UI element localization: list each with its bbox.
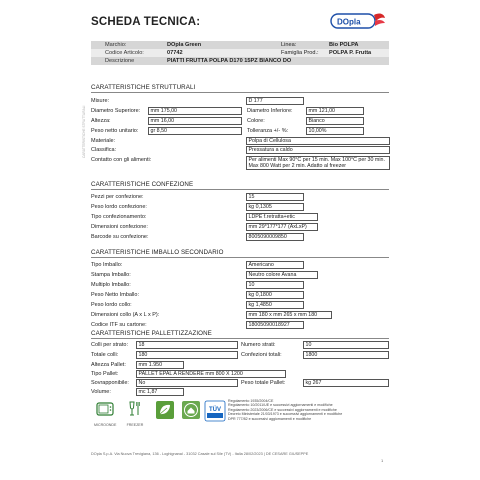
tipo-imballo-value: Americano bbox=[246, 261, 304, 269]
peso-netto-value: gr 8,50 bbox=[148, 127, 242, 135]
misure-value: D 177 bbox=[246, 97, 304, 105]
leaf-icon bbox=[155, 400, 175, 420]
stampa-imballo-value: Neutro colore Avana bbox=[246, 271, 318, 279]
famiglia-label: Famiglia Prod.: bbox=[279, 49, 327, 57]
section-title-pallet: CARATTERISTICHE PALLETTIZZAZIONE bbox=[91, 330, 212, 337]
peso-netto-imb-value: kg 0,1800 bbox=[246, 291, 304, 299]
section-divider bbox=[91, 92, 389, 93]
regulation-line: Regolamento 1935/2004/CE bbox=[228, 399, 274, 403]
diam-sup-value: mm 175,00 bbox=[148, 107, 242, 115]
dim-conf-value: mm 29*177*177 (AxLxP) bbox=[246, 223, 318, 231]
home-compost-icon bbox=[181, 400, 201, 420]
totale-colli-value: 180 bbox=[136, 351, 238, 359]
confezioni-totali-value: 1800 bbox=[303, 351, 389, 359]
itf-value: 18005090018927 bbox=[246, 321, 304, 329]
materiale-label: Materiale: bbox=[91, 138, 116, 144]
materiale-value: Polpa di Cellulosa bbox=[246, 137, 390, 145]
tipo-imballo-label: Tipo Imballo: bbox=[91, 262, 123, 268]
pezzi-value: 15 bbox=[246, 193, 304, 201]
cert-label: MICROONDE bbox=[94, 423, 117, 427]
linea-value: Bio POLPA bbox=[327, 41, 389, 49]
header-row bbox=[91, 57, 389, 65]
totale-colli-label: Totale colli: bbox=[91, 352, 119, 358]
cert-label: FREEZER bbox=[126, 423, 144, 427]
pezzi-label: Pezzi per confezione: bbox=[91, 194, 144, 200]
peso-totale-pallet-label: Peso totale Pallet: bbox=[241, 380, 286, 386]
codice-value: 07742 bbox=[165, 49, 279, 57]
numero-strati-value: 10 bbox=[303, 341, 389, 349]
numero-strati-label: Numero strati: bbox=[241, 342, 276, 348]
section-divider bbox=[91, 338, 389, 339]
section-title-confezione: CARATTERISTICHE CONFEZIONE bbox=[91, 181, 194, 188]
misure-label: Misure: bbox=[91, 98, 110, 104]
sovrapponibile-label: Sovrapponibile: bbox=[91, 380, 129, 386]
linea-label: Linea: bbox=[279, 41, 327, 49]
contatto-label: Contatto con gli alimenti: bbox=[91, 157, 152, 163]
colore-value: Bianco bbox=[306, 117, 364, 125]
peso-lordo-collo-value: kg 1,4850 bbox=[246, 301, 304, 309]
diam-inf-label: Diametro Inferiore: bbox=[247, 108, 293, 114]
peso-lordo-collo-label: Peso lordo collo: bbox=[91, 302, 132, 308]
tipo-conf-label: Tipo confezionamento: bbox=[91, 214, 147, 220]
peso-netto-imb-label: Peso Netto Imballo: bbox=[91, 292, 139, 298]
itf-label: Codice ITF su cartone: bbox=[91, 322, 147, 328]
barcode-label: Barcode su confezione: bbox=[91, 234, 149, 240]
peso-totale-pallet-value: kg 267 bbox=[303, 379, 389, 387]
regulation-line: Regolamento 2023/2006/CE e successivi aggiornamenti e modifiche bbox=[228, 407, 337, 412]
section-title-imballo: CARATTERISTICHE IMBALLO SECONDARIO bbox=[91, 249, 224, 256]
header-row bbox=[91, 41, 389, 49]
regulations-block bbox=[228, 399, 388, 421]
altezza-label: Altezza: bbox=[91, 118, 111, 124]
regulation-line: Decreto Ministeriale 21/03/1973 e successivi aggiornamenti e modifiche bbox=[228, 412, 343, 417]
regulation-line: Regolamento 10/2011/UE e successivi aggiornamenti e modifiche bbox=[228, 403, 333, 408]
footer-text: DOpla S.p.A. Via Nuova Trevigiana, 136 - Loghignanal - 31032 Casale sul Sile (TV) - Italia 28/02/2023 | DE CESARE GIUSEPPE bbox=[91, 452, 309, 456]
descrizione-label: Descrizione bbox=[91, 57, 165, 65]
multiplo-value: 10 bbox=[246, 281, 304, 289]
regulation-line: DPR 777/82 e successivi aggiornamenti e modifiche bbox=[228, 416, 312, 421]
confezioni-totali-label: Confezioni totali: bbox=[241, 352, 282, 358]
colli-strato-value: 18 bbox=[136, 341, 238, 349]
peso-lordo-conf-label: Peso lordo confezione: bbox=[91, 204, 147, 210]
famiglia-value: POLPA P. Frutta bbox=[327, 49, 389, 57]
header-table bbox=[91, 41, 389, 65]
dim-collo-label: Dimensioni collo (A x L x P): bbox=[91, 312, 160, 318]
altezza-value: mm 16,00 bbox=[148, 117, 242, 125]
contatto-value: Per alimenti Max 90°C per 15 min. Max 100°C per 30 min. Max 800 Watt per 2 min. Adatto al freezer bbox=[246, 156, 390, 170]
marchio-value: DOpla Green bbox=[165, 41, 279, 49]
colore-label: Colore: bbox=[247, 118, 265, 124]
classifica-value: Pressatura a caldo bbox=[246, 146, 390, 154]
diam-inf-value: mm 121,00 bbox=[306, 107, 364, 115]
svg-text:TÜV: TÜV bbox=[209, 407, 221, 413]
peso-netto-label: Peso netto unitario: bbox=[91, 128, 139, 134]
volume-label: Volume: bbox=[91, 389, 111, 395]
diam-sup-label: Diametro Superiore: bbox=[91, 108, 141, 114]
section-divider bbox=[91, 189, 389, 190]
tipo-conf-value: LDPE f.retratta+etic bbox=[246, 213, 318, 221]
side-watermark-text: CARATTERISTICHE STRUTTURALI bbox=[82, 105, 86, 158]
dopla-logo bbox=[330, 12, 386, 30]
barcode-value: 8005090009850 bbox=[246, 233, 304, 241]
altezza-pallet-label: Altezza Pallet: bbox=[91, 362, 126, 368]
classifica-label: Classifica: bbox=[91, 147, 117, 153]
dim-collo-value: mm 180 x mm 265 x mm 180 bbox=[246, 311, 332, 319]
section-title-strutturali: CARATTERISTICHE STRUTTURALI bbox=[91, 84, 196, 91]
sovrapponibile-value: No bbox=[136, 379, 238, 387]
multiplo-label: Multiplo Imballo: bbox=[91, 282, 131, 288]
header-row bbox=[91, 49, 389, 57]
tuv-icon bbox=[204, 400, 226, 422]
colli-strato-label: Colli per strato: bbox=[91, 342, 128, 348]
altezza-pallet-value: mm 1.950 bbox=[136, 361, 184, 369]
page-title: SCHEDA TECNICA: bbox=[91, 16, 201, 28]
section-divider bbox=[91, 257, 389, 258]
glass-fork-icon bbox=[124, 400, 146, 428]
tolleranza-label: Tolleranza +/- %: bbox=[247, 128, 289, 134]
stampa-imballo-label: Stampa Imballo: bbox=[91, 272, 131, 278]
peso-lordo-conf-value: kg 0,1305 bbox=[246, 203, 304, 211]
microwave-icon bbox=[94, 400, 116, 428]
tipo-pallet-label: Tipo Pallet: bbox=[91, 371, 119, 377]
tipo-pallet-value: PALLET EPAL A RENDERE mm 800 X 1200 bbox=[136, 370, 286, 378]
codice-label: Codice Articolo: bbox=[91, 49, 165, 57]
volume-value: mc 1,87 bbox=[136, 388, 184, 396]
marchio-label: Marchio: bbox=[91, 41, 165, 49]
tolleranza-value: 10,00% bbox=[306, 127, 364, 135]
page-number: 1 bbox=[381, 458, 384, 463]
svg-text:DOpla: DOpla bbox=[337, 17, 361, 27]
descrizione-value: PIATTI FRUTTA POLPA D170 15PZ BIANCO DO bbox=[165, 57, 389, 65]
dim-conf-label: Dimensioni confezione: bbox=[91, 224, 148, 230]
